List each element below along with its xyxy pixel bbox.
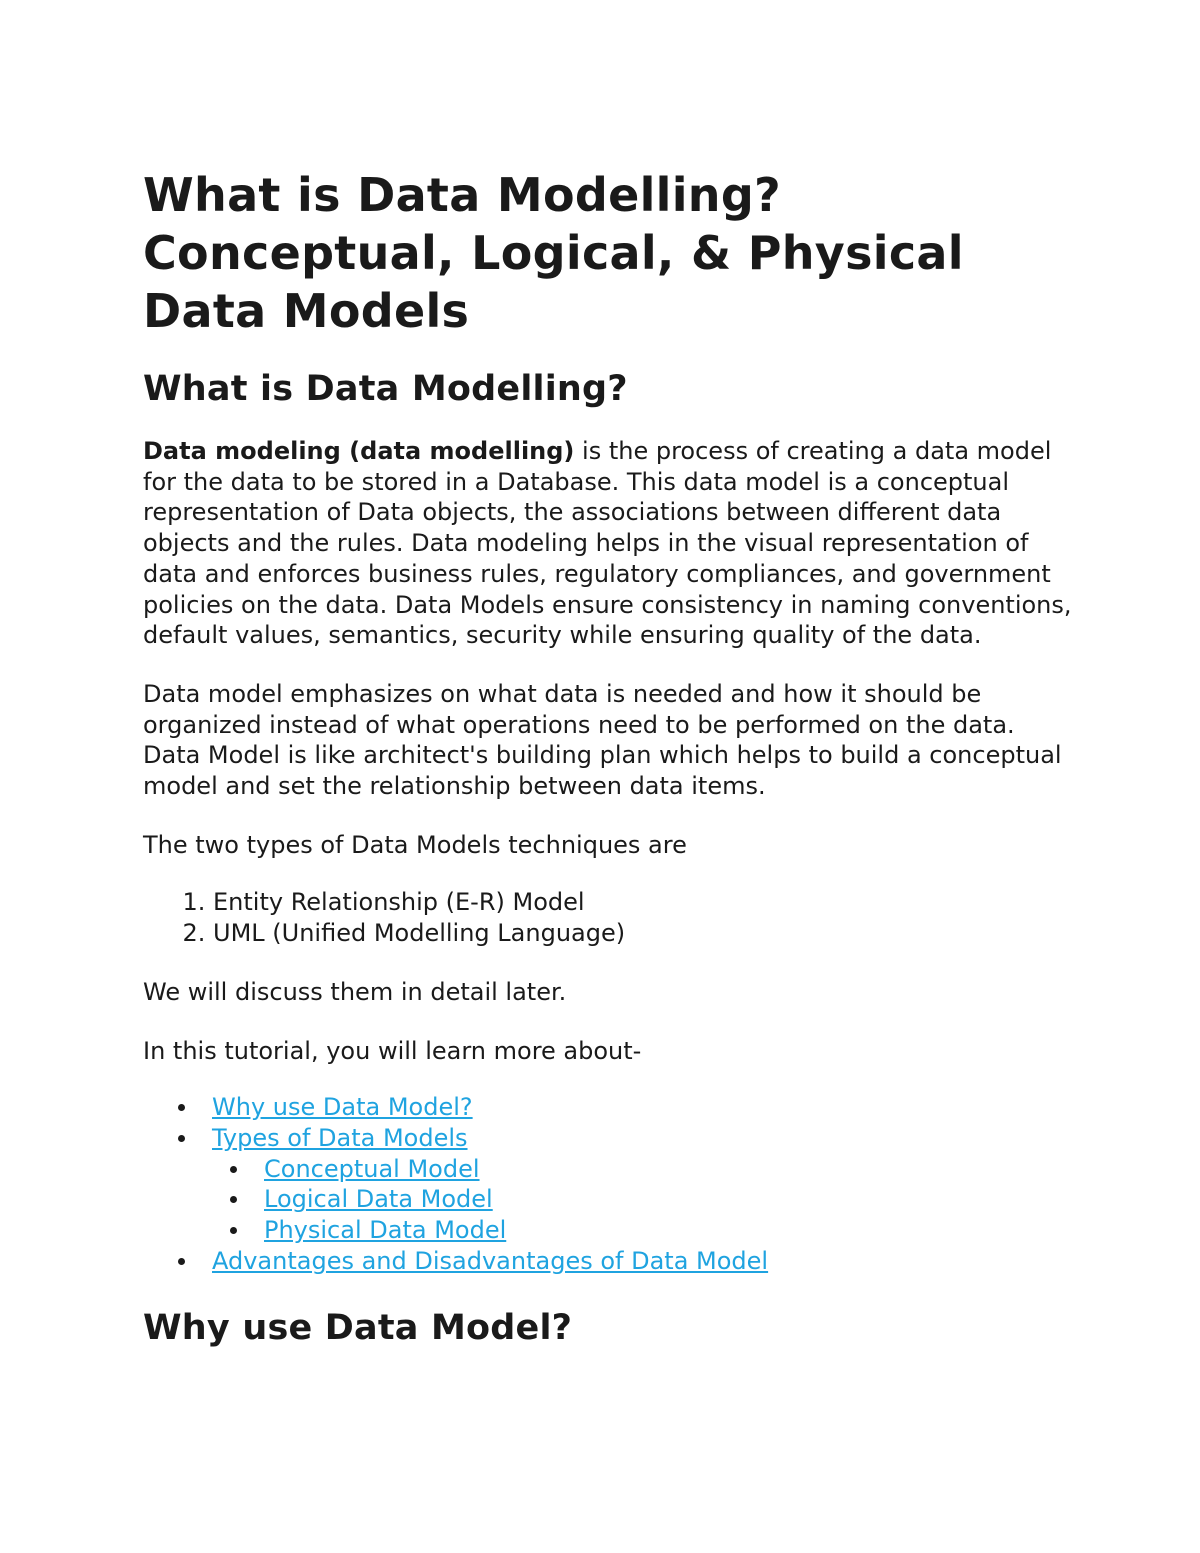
intro-bold-term: Data modeling (data modelling) <box>143 437 575 465</box>
table-of-contents <box>143 1092 1078 1276</box>
toc-link-why-use-data-model[interactable]: Why use Data Model? <box>212 1093 473 1122</box>
intro-text: is the process of creating a data model for the data to be stored in a Database. This data model is a conceptual representation of Data objects, the associations between different data objects and the rules. Data modeling helps in the visual representation of data and enforces business rules, regulatory compliances, and government policies on the data. Data Models ensure consistency in naming conventions, default values, semantics, security while ensuring quality of the data. <box>143 437 1072 650</box>
toc-subitem <box>264 1154 1078 1185</box>
toc-subitem <box>264 1184 1078 1215</box>
toc-link-logical-data-model[interactable]: Logical Data Model <box>264 1185 493 1214</box>
section-heading-what-is-data-modelling: What is Data Modelling? <box>143 369 628 409</box>
toc-item <box>212 1123 1078 1246</box>
toc-link-physical-data-model[interactable]: Physical Data Model <box>264 1216 507 1245</box>
section-heading-why-use-data-model: Why use Data Model? <box>143 1308 573 1349</box>
paragraph-emphasis: Data model emphasizes on what data is needed and how it should be organized instead of what operations need to be performed on the data. Data Model is like architect's building plan which helps to build a conceptual model and set the relationship between data items. <box>143 679 1062 801</box>
list-item: 2. UML (Unified Modelling Language) <box>213 918 1078 949</box>
intro-paragraph <box>143 436 1078 651</box>
paragraph-tutorial-intro: In this tutorial, you will learn more about- <box>143 1036 642 1065</box>
document-title: What is Data Modelling? Conceptual, Logical, & Physical Data Models <box>143 168 964 338</box>
paragraph-discuss-later: We will discuss them in detail later. <box>143 977 567 1006</box>
toc-sublist <box>212 1154 1078 1246</box>
toc-link-conceptual-model[interactable]: Conceptual Model <box>264 1154 480 1183</box>
toc-link-advantages-disadvantages[interactable]: Advantages and Disadvantages of Data Model <box>212 1246 769 1275</box>
toc-item <box>212 1246 1078 1277</box>
document-page <box>143 166 1078 1350</box>
model-types-list <box>143 887 1078 948</box>
toc-link-types-of-data-models[interactable]: Types of Data Models <box>212 1123 468 1152</box>
list-item: 1. Entity Relationship (E-R) Model <box>213 887 1078 918</box>
toc-item <box>212 1092 1078 1123</box>
paragraph-model-types-intro: The two types of Data Models techniques are <box>143 830 687 859</box>
toc-subitem <box>264 1215 1078 1246</box>
